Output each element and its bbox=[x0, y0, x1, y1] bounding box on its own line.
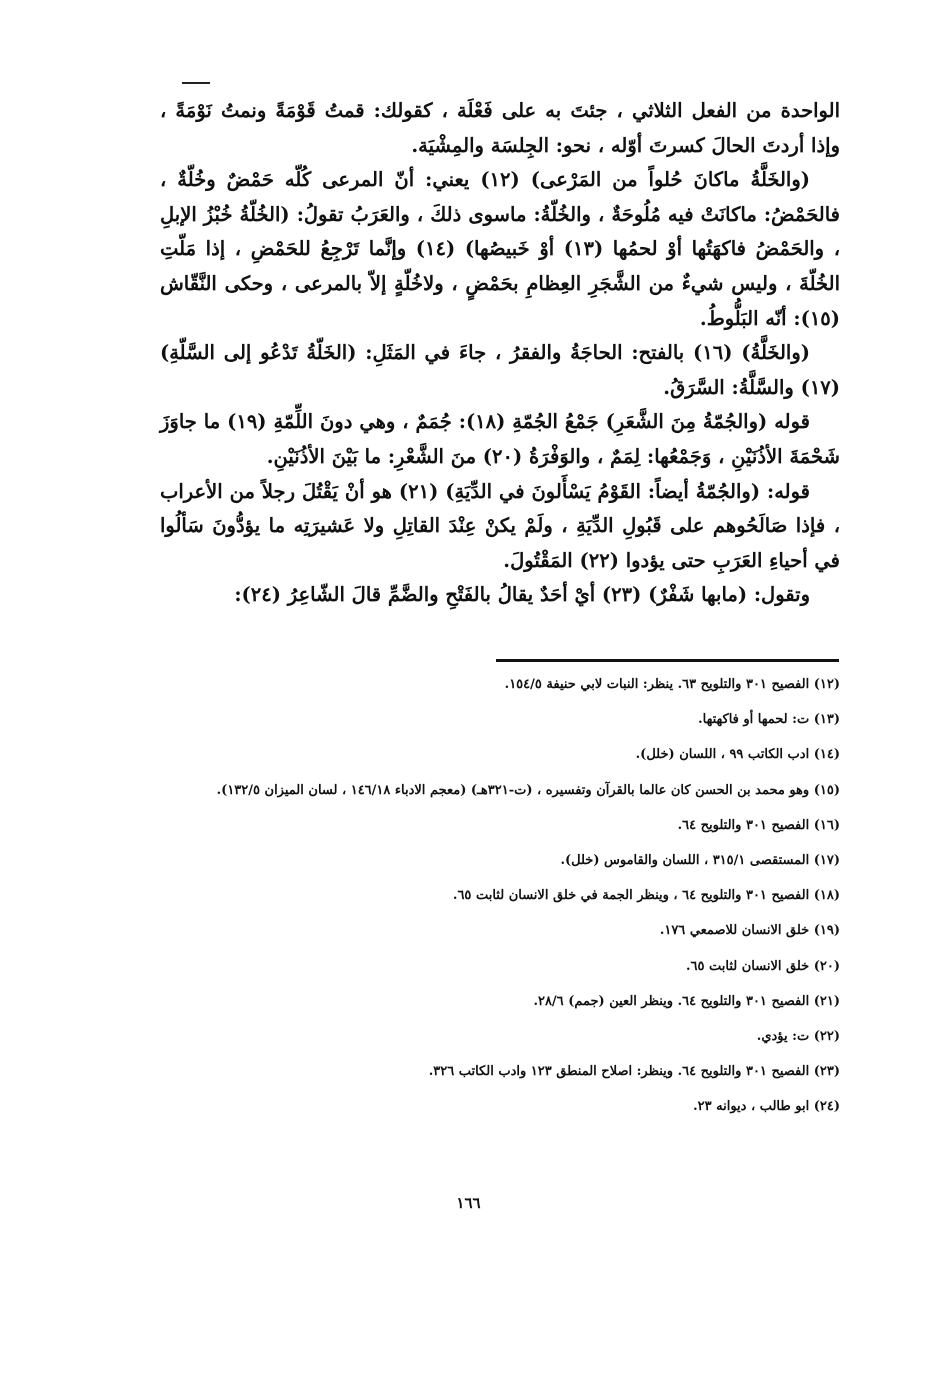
footnote: (١٦) الفصيح ٣٠١ والتلويح ٦٤. bbox=[677, 817, 840, 833]
footnote: (٢٣) الفصيح ٣٠١ والتلويح ٦٤. وينظر: اصلاح المنطق ١٢٣ وادب الكاتب ٣٢٦. bbox=[428, 1064, 840, 1080]
paragraph: (والخَلَّةُ) (١٦) بالفتح: الحاجَةُ والفقرُ ، جاءَ في المَثَلِ: (الخَلّةُ تَدْعُو إلى السَّلّةِ) (١٧) والسَّلَّةُ: السَّرَقُ. bbox=[160, 341, 840, 399]
footnotes bbox=[150, 676, 840, 1133]
footnote: (١٣) ت: لحمها أو فاكهتها. bbox=[698, 712, 840, 728]
footnote: (١٢) الفصيح ٣٠١ والتلويح ٦٣. ينظر: النبات لابي حنيفة ١٥٤/٥. bbox=[504, 677, 840, 692]
paragraph: وتقول: (مابها شَفْرٌ) (٢٣) أيْ أحَدٌ يقالُ بالفَتْحِ والضَّمِّ قالَ الشّاعِرُ (٢٤): bbox=[234, 583, 810, 607]
footnote: (١٥) وهو محمد بن الحسن كان عالما بالقرآن وتفسيره ، (ت-٣٢١هـ) (معجم الادباء ١٤٦/١٨ ، لسان الميزان ١٣٢/٥). bbox=[216, 782, 840, 798]
footnote: (٢٠) خلق الانسان لثابت ٦٥. bbox=[685, 958, 840, 974]
paragraph: قوله: (والجُمّةُ أيضاً: القَوْمُ يَسْأَلونَ في الدِّيَةِ) (٢١) هو أنْ يَقْتُلَ رجلاً من الأعراب ، فإذا صَالَحُوهم على قَبُولِ الدِّيَةِ ، ولَمْ يكنْ عِنْدَ القاتِلِ ولا عَشيرَتِه ما يؤدُّونَ سَألُوا في أحياءِ العَرَبِ حتى يؤدوا (٢٢) المَقْتُولَ. bbox=[160, 479, 840, 572]
paragraph: الواحدة من الفعل الثلاثي ، جئتَ به على فَعْلَة ، كقولك: قمتُ قَوْمَةً ونمتُ نَوْمَةً ، وإذا أردتَ الحالَ كسرتَ أوّله ، نحو: الجِلسَة والمِشْيَة. bbox=[160, 99, 840, 157]
page-number: ١٦٦ bbox=[456, 1194, 481, 1212]
footnote: (٢٤) ابو طالب ، ديوانه ٢٣. bbox=[693, 1099, 840, 1115]
footnote: (١٩) خلق الانسان للاصمعي ١٧٦. bbox=[659, 923, 840, 939]
footnote-separator bbox=[496, 659, 839, 662]
footnote: (١٨) الفصيح ٣٠١ والتلويح ٦٤ ، وينظر الجمة في خلق الانسان لثابت ٦٥. bbox=[452, 888, 840, 904]
top-rule bbox=[182, 82, 210, 84]
main-text bbox=[160, 94, 840, 613]
footnote: (١٤) ادب الكاتب ٩٩ ، اللسان (خلل). bbox=[635, 747, 840, 763]
footnote: (١٧) المستقصى ٣١٥/١ ، اللسان والقاموس (خلل). bbox=[560, 852, 840, 868]
paragraph: (والخَلَّةُ ماكانَ حُلواً من المَرْعى) (١٢) يعني: أنّ المرعى كُلّه حَمْضٌ وخُلّةٌ ، فالحَمْضُ: ماكانَتْ فيه مُلُوحَةٌ ، والخُلّةُ: ماسوى ذلكَ ، والعَرَبُ تقولُ: (الخُلّةُ خُبْزُ الإبلِ ، والحَمْضُ فاكهَتُها أوْ لحمُها (١٣) أوْ خَبيصُها) (١٤) وإنَّما تَرْجِعُ للحَمْضِ ، إذا مَلّتِ الخُلّةَ ، وليس شيءٌ من الشَّجَرِ العِظامِ بحَمْضٍ ، ولاخُلّةٍ إلاّ بالمرعى ، وحكى النَّقّاش (١٥): أنّه البَلُّوطُ. bbox=[160, 168, 841, 330]
footnote: (٢٢) ت: يؤدي. bbox=[756, 1028, 840, 1044]
footnote: (٢١) الفصيح ٣٠١ والتلويح ٦٤. وينظر العين (جمم) ٢٨/٦. bbox=[533, 993, 840, 1009]
paragraph: قوله (والجُمّةُ مِنَ الشَّعَرِ) جَمْعُ الجُمّةِ (١٨): جُمَمٌ ، وهي دونَ اللِّمّةِ (١٩) ما جاوَزَ شَحْمَةَ الأذُنَيْنِ ، وَجَمْعُها: لِمَمٌ ، والوَفْرَةُ (٢٠) منَ الشَّعْرِ: ما بَيْنَ الأذُنَيْنِ. bbox=[160, 410, 840, 468]
